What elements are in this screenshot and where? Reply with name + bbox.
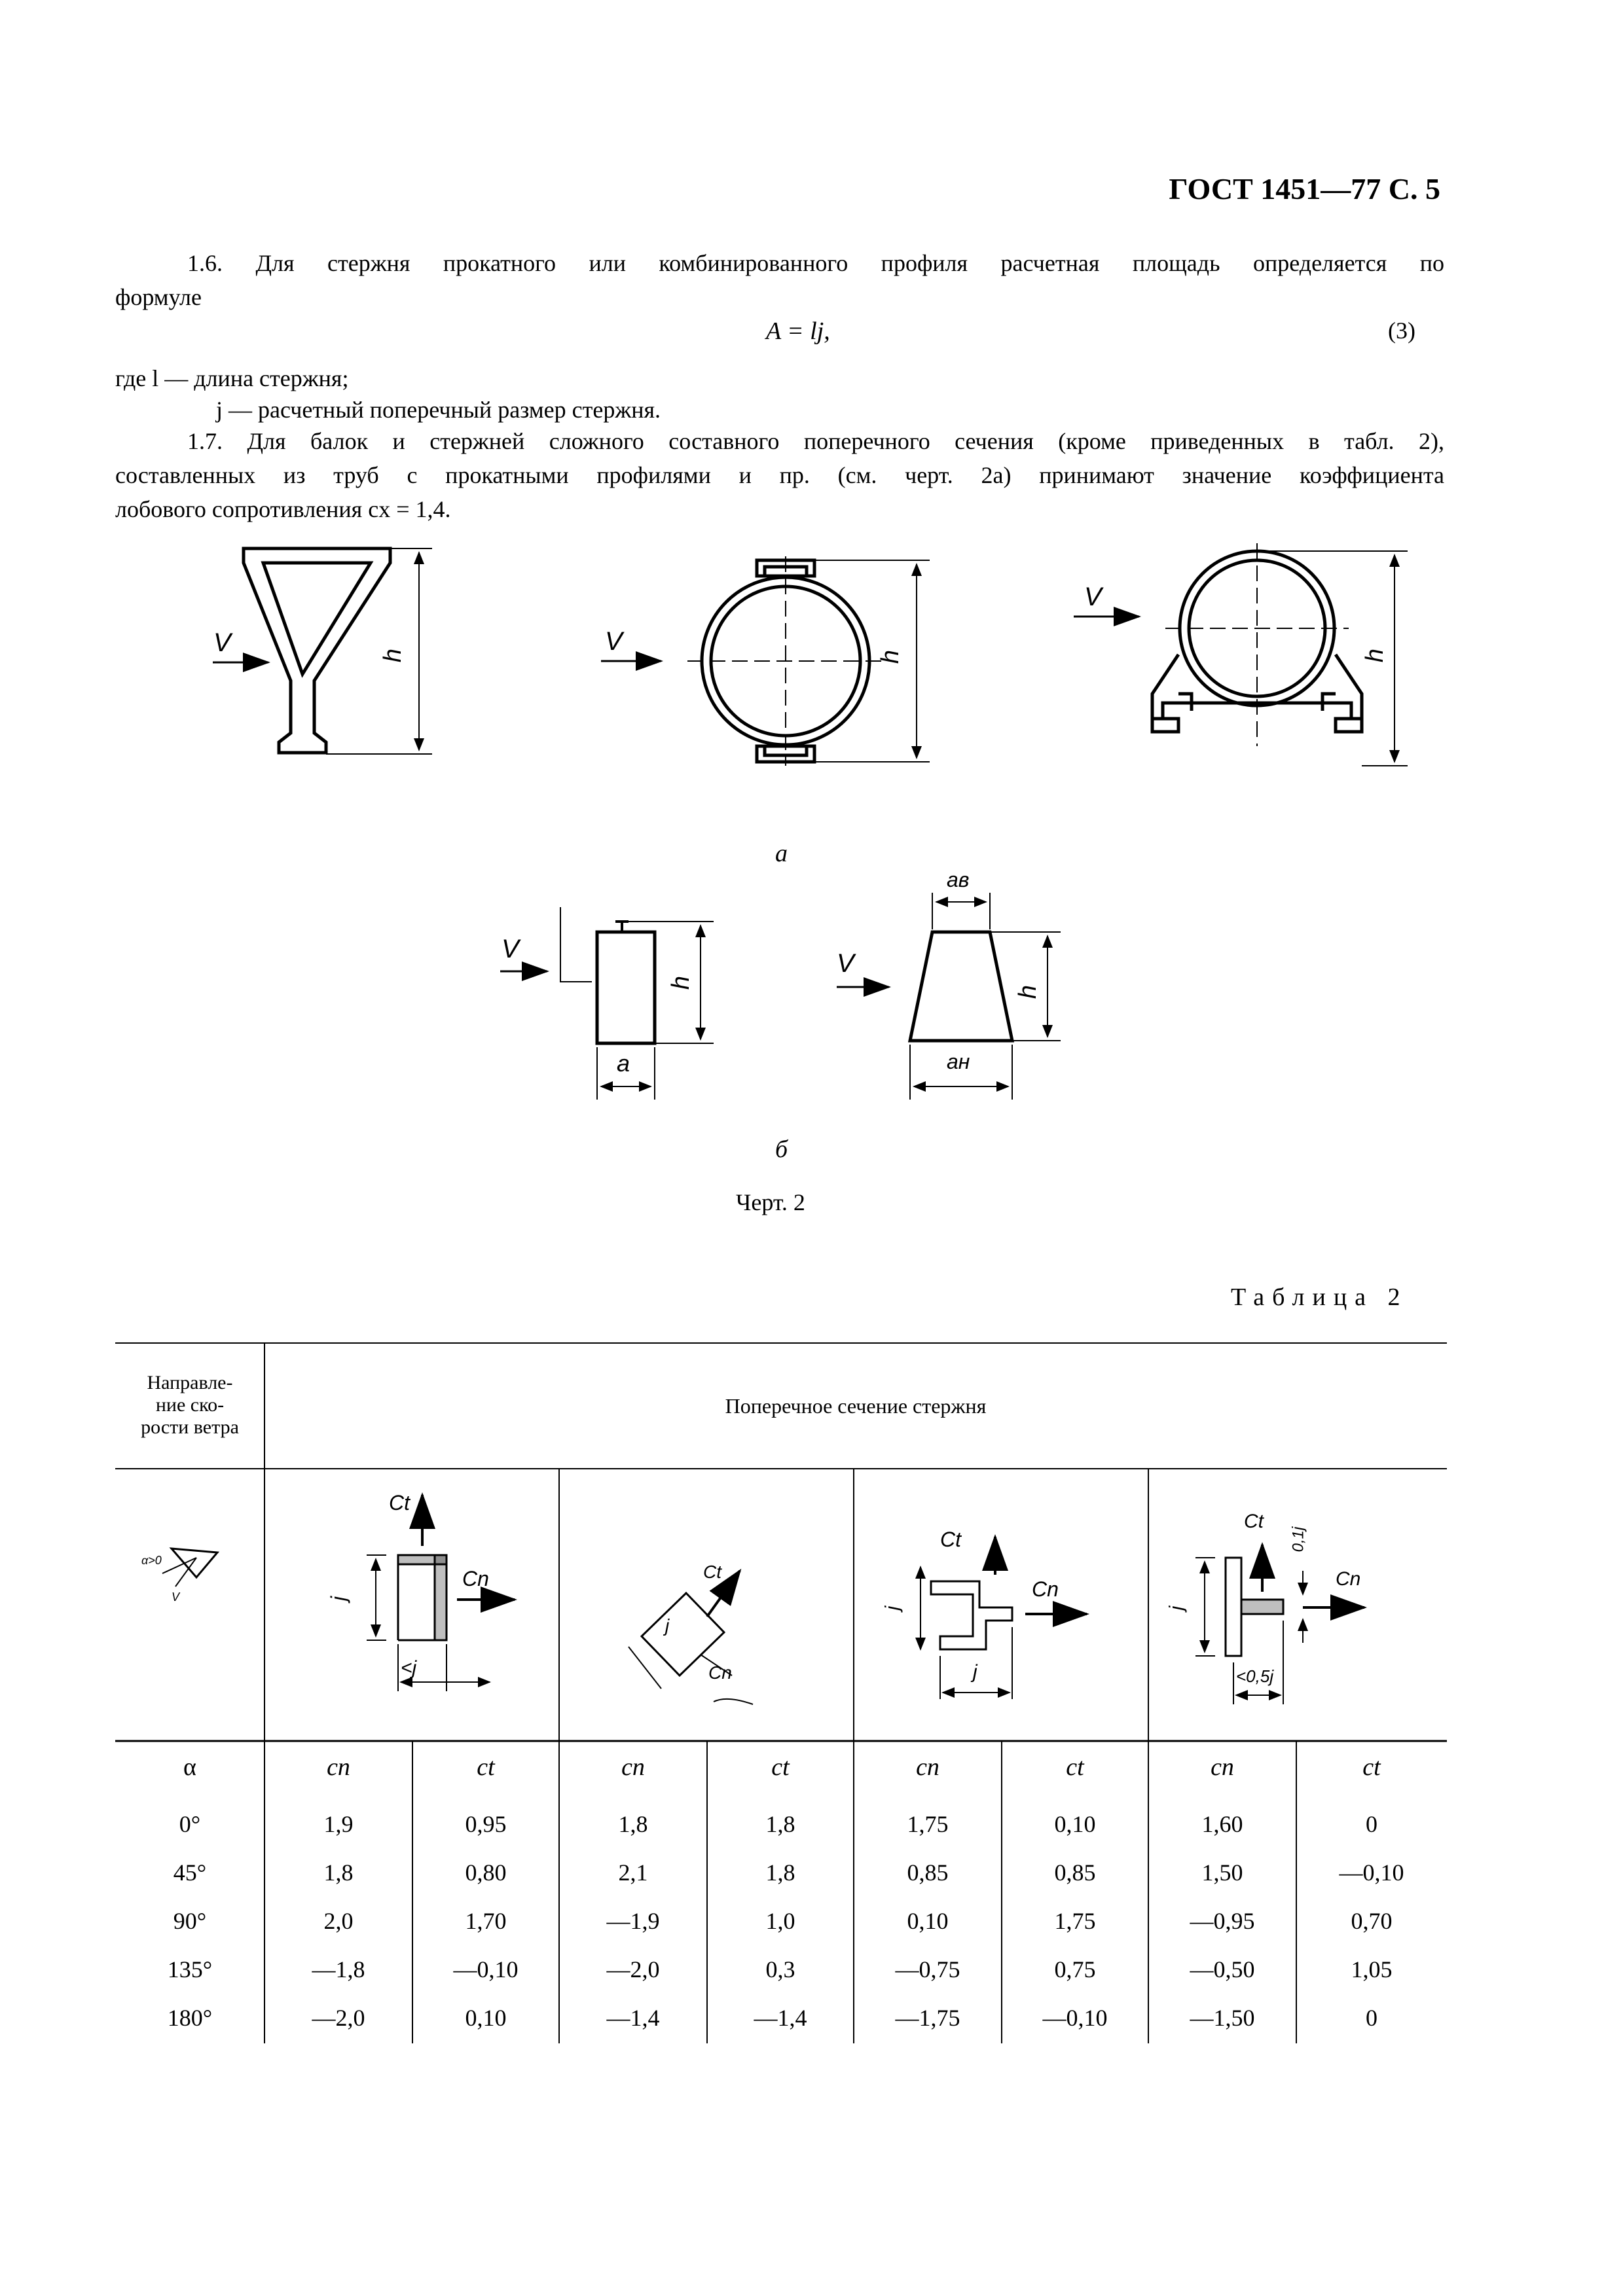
value-cell: 1,8: [765, 1811, 795, 1837]
p2-ct-label: Ct: [703, 1562, 721, 1582]
value-cell: 1,0: [765, 1908, 795, 1934]
fig-b2-ab-label: aв: [947, 868, 970, 891]
value-cell: —2,0: [312, 2005, 365, 2031]
p4-j-label: j: [1165, 1605, 1188, 1611]
formula-number: (3): [1388, 317, 1415, 344]
header-direction-line1: Направле-: [147, 1372, 233, 1393]
table-row: [115, 1800, 1447, 1848]
angle-cell: 45°: [173, 1859, 207, 1886]
p4-01j-label: 0,1j: [1289, 1526, 1307, 1552]
fig-a3-h-label: h: [1361, 648, 1389, 663]
p4-ct-label: Ct: [1244, 1511, 1264, 1532]
fig-a1-h-label: h: [379, 648, 407, 663]
para-1-7-line2: составленных из труб с прокатными профилями и пр. (см. черт. 2а) принимают значение коэффициента: [115, 462, 1444, 488]
col-header-cn-1: cn: [327, 1753, 350, 1781]
header-direction-line3: рости ветра: [141, 1416, 239, 1438]
value-cell: 1,75: [1054, 1908, 1096, 1934]
p3-j-label: j: [881, 1605, 903, 1611]
value-cell: 1,60: [1201, 1811, 1243, 1837]
value-cell: 0: [1366, 2005, 1377, 2031]
fig-a3-v-label: V: [1084, 583, 1102, 611]
table-row: [115, 1897, 1447, 1945]
p1-ct-label: Ct: [389, 1491, 410, 1515]
value-cell: 0,3: [765, 1956, 795, 1982]
fig-a2-h-label: h: [877, 649, 905, 664]
value-cell: 0,85: [907, 1859, 949, 1886]
fig-b2-v-label: V: [837, 949, 854, 978]
value-cell: 0,10: [907, 1908, 949, 1934]
value-cell: —2,0: [606, 1956, 660, 1982]
fig-b1-h-label: h: [667, 975, 695, 990]
value-cell: 0: [1366, 1811, 1377, 1837]
table-row: [115, 1945, 1447, 1994]
icon-label-v: V: [172, 1590, 180, 1604]
value-cell: —1,8: [312, 1956, 365, 1982]
value-cell: —1,4: [754, 2005, 807, 2031]
fig-label-a: а: [775, 840, 788, 867]
value-cell: —0,10: [1042, 2005, 1108, 2031]
p2-cn-label: Cn: [708, 1662, 732, 1683]
p4-lt05j-label: <0,5j: [1236, 1666, 1274, 1686]
p4-cn-label: Cn: [1336, 1568, 1361, 1590]
col-header-cn-3: cn: [916, 1753, 939, 1781]
col-header-ct-1: ct: [477, 1753, 495, 1781]
channel-profile-icon: [367, 1495, 515, 1691]
value-cell: 2,0: [323, 1908, 354, 1934]
angle-cell: 0°: [179, 1811, 201, 1837]
fig-b2-h-label: h: [1014, 984, 1042, 999]
formula: A = lj,: [766, 317, 830, 345]
value-cell: 2,1: [618, 1859, 648, 1886]
fig-label-b: б: [775, 1136, 788, 1163]
fig-a1-v-label: V: [213, 628, 231, 657]
z-profile-icon: [921, 1537, 1087, 1699]
angle-cell: 90°: [173, 1908, 207, 1934]
value-cell: —1,9: [606, 1908, 660, 1934]
header-direction-line2: ние ско-: [155, 1394, 225, 1416]
table-body: [115, 1800, 1447, 2042]
table-row: [115, 1848, 1447, 1897]
p3-cn-label: Cn: [1032, 1577, 1059, 1601]
value-cell: —1,75: [895, 2005, 960, 2031]
fig-a2-v-label: V: [605, 627, 623, 656]
table-row: [115, 1994, 1447, 2042]
value-cell: —0,10: [1339, 1859, 1404, 1886]
value-cell: 1,8: [765, 1859, 795, 1886]
value-cell: 0,75: [1054, 1956, 1096, 1982]
figure-caption: Черт. 2: [736, 1189, 805, 1215]
value-cell: —1,50: [1190, 2005, 1255, 2031]
para-1-6-line2: формуле: [115, 284, 202, 310]
value-cell: 0,70: [1351, 1908, 1393, 1934]
value-cell: —0,75: [895, 1956, 960, 1982]
value-cell: 0,95: [465, 1811, 507, 1837]
col-header-cn-4: cn: [1211, 1753, 1234, 1781]
value-cell: 1,75: [907, 1811, 949, 1837]
where-j: j — расчетный поперечный размер стержня.: [216, 397, 661, 423]
rotated-channel-profile-icon: [629, 1571, 753, 1704]
value-cell: —0,95: [1190, 1908, 1255, 1934]
col-header-ct-3: ct: [1066, 1753, 1084, 1781]
value-cell: 0,85: [1054, 1859, 1096, 1886]
para-1-7-line3: лобового сопротивления cx = 1,4.: [115, 496, 451, 522]
value-cell: —0,10: [453, 1956, 519, 1982]
col-header-cn-2: cn: [621, 1753, 645, 1781]
value-cell: —1,4: [606, 2005, 660, 2031]
icon-label-alpha: α>0: [141, 1554, 162, 1567]
table-title: Таблица 2: [1231, 1283, 1408, 1311]
wind-direction-icon: [162, 1549, 217, 1587]
para-1-6-line1: 1.6. Для стержня прокатного или комбинированного профиля расчетная площадь определяется по: [187, 250, 1444, 276]
p3-ct-label: Ct: [940, 1528, 961, 1551]
fig-b2-an-label: aн: [947, 1050, 970, 1073]
fig-b1-v-label: V: [501, 935, 519, 963]
table-col-headers: [115, 1741, 1447, 1793]
para-1-7-line1: 1.7. Для балок и стержней сложного составного поперечного сечения (кроме приведенных в табл. 2),: [187, 428, 1444, 454]
p2-j-label: j: [665, 1615, 670, 1636]
value-cell: 1,8: [323, 1859, 354, 1886]
p1-cn-label: Cn: [462, 1567, 489, 1590]
page-header: ГОСТ 1451—77 С. 5: [1169, 172, 1440, 206]
value-cell: 1,05: [1351, 1956, 1393, 1982]
value-cell: —0,50: [1190, 1956, 1255, 1982]
value-cell: 1,9: [323, 1811, 354, 1837]
value-cell: 1,70: [465, 1908, 507, 1934]
fig-b1-a-label: a: [617, 1050, 630, 1077]
table-header-section: Поперечное сечение стержня: [725, 1394, 987, 1418]
where-l: где l — длина стержня;: [115, 365, 349, 391]
value-cell: 0,10: [1054, 1811, 1096, 1837]
col-header-alpha: α: [183, 1753, 196, 1781]
value-cell: 0,10: [465, 2005, 507, 2031]
p1-ltj-label: <j: [401, 1657, 417, 1679]
col-header-ct-2: ct: [771, 1753, 790, 1781]
angle-cell: 135°: [167, 1956, 213, 1982]
value-cell: 1,50: [1201, 1859, 1243, 1886]
value-cell: 1,8: [618, 1811, 648, 1837]
p1-j-label: j: [327, 1596, 351, 1602]
table-header-direction: [115, 1372, 264, 1439]
p3-j-bottom-label: j: [973, 1661, 977, 1683]
value-cell: 0,80: [465, 1859, 507, 1886]
col-header-ct-4: ct: [1362, 1753, 1381, 1781]
angle-cell: 180°: [167, 2005, 213, 2031]
